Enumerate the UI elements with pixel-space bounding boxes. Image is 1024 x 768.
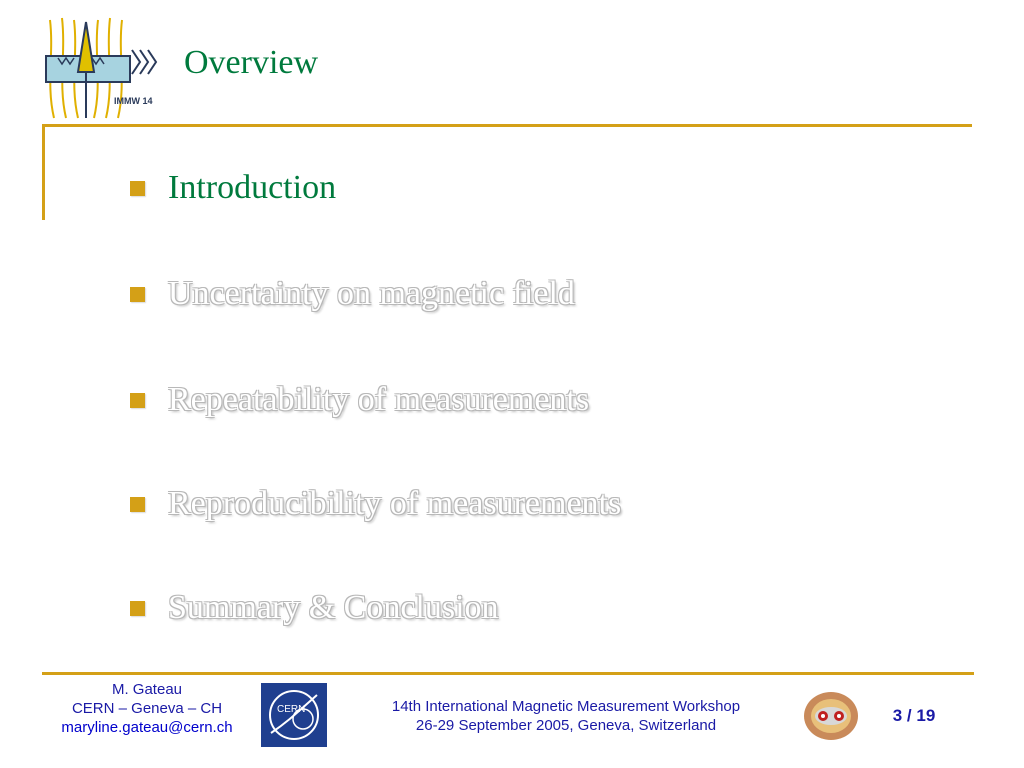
page-total: 19 bbox=[916, 706, 936, 725]
author-affiliation: CERN – Geneva – CH bbox=[71, 700, 223, 717]
header-left-divider bbox=[42, 124, 45, 220]
workshop-dates: 26-29 September 2005, Geneva, Switzerland bbox=[415, 717, 717, 734]
bullet-square-icon bbox=[130, 497, 145, 512]
author-block bbox=[44, 680, 250, 737]
page-number bbox=[874, 706, 954, 726]
bullet-square-icon bbox=[130, 393, 145, 408]
svg-text:CERN: CERN bbox=[277, 704, 306, 715]
immw14-logo bbox=[40, 14, 170, 122]
agenda-item-label: Summary & Conclusion bbox=[168, 589, 499, 626]
agenda-item-uncertainty bbox=[130, 268, 830, 320]
agenda-item-repeatability bbox=[130, 374, 830, 426]
slide-title: Overview bbox=[184, 44, 319, 81]
lhc-dipole-icon bbox=[802, 690, 860, 742]
bullet-square-icon bbox=[130, 287, 145, 302]
bullet-square-icon bbox=[130, 181, 145, 196]
agenda-item-label: Reproducibility of measurements bbox=[168, 485, 622, 522]
agenda-item-label: Repeatability of measurements bbox=[168, 381, 590, 418]
author-email-link[interactable]: maryline.gateau@cern.ch bbox=[61, 719, 233, 736]
page-current: 3 bbox=[892, 706, 903, 725]
page-separator: / bbox=[902, 706, 917, 725]
agenda-item-label: Uncertainty on magnetic field bbox=[168, 275, 575, 312]
author-name: M. Gateau bbox=[111, 681, 183, 698]
workshop-name: 14th International Magnetic Measurement Workshop bbox=[391, 698, 741, 715]
agenda-item-introduction bbox=[130, 162, 830, 214]
cern-logo bbox=[261, 683, 327, 747]
workshop-info bbox=[352, 697, 780, 735]
svg-text:IMMW 14: IMMW 14 bbox=[114, 96, 153, 106]
footer-divider bbox=[42, 672, 974, 675]
agenda-item-reproducibility bbox=[130, 478, 830, 530]
agenda-item-summary bbox=[130, 582, 830, 634]
header-divider bbox=[42, 124, 972, 127]
bullet-square-icon bbox=[130, 601, 145, 616]
agenda-item-label: Introduction bbox=[168, 169, 337, 206]
